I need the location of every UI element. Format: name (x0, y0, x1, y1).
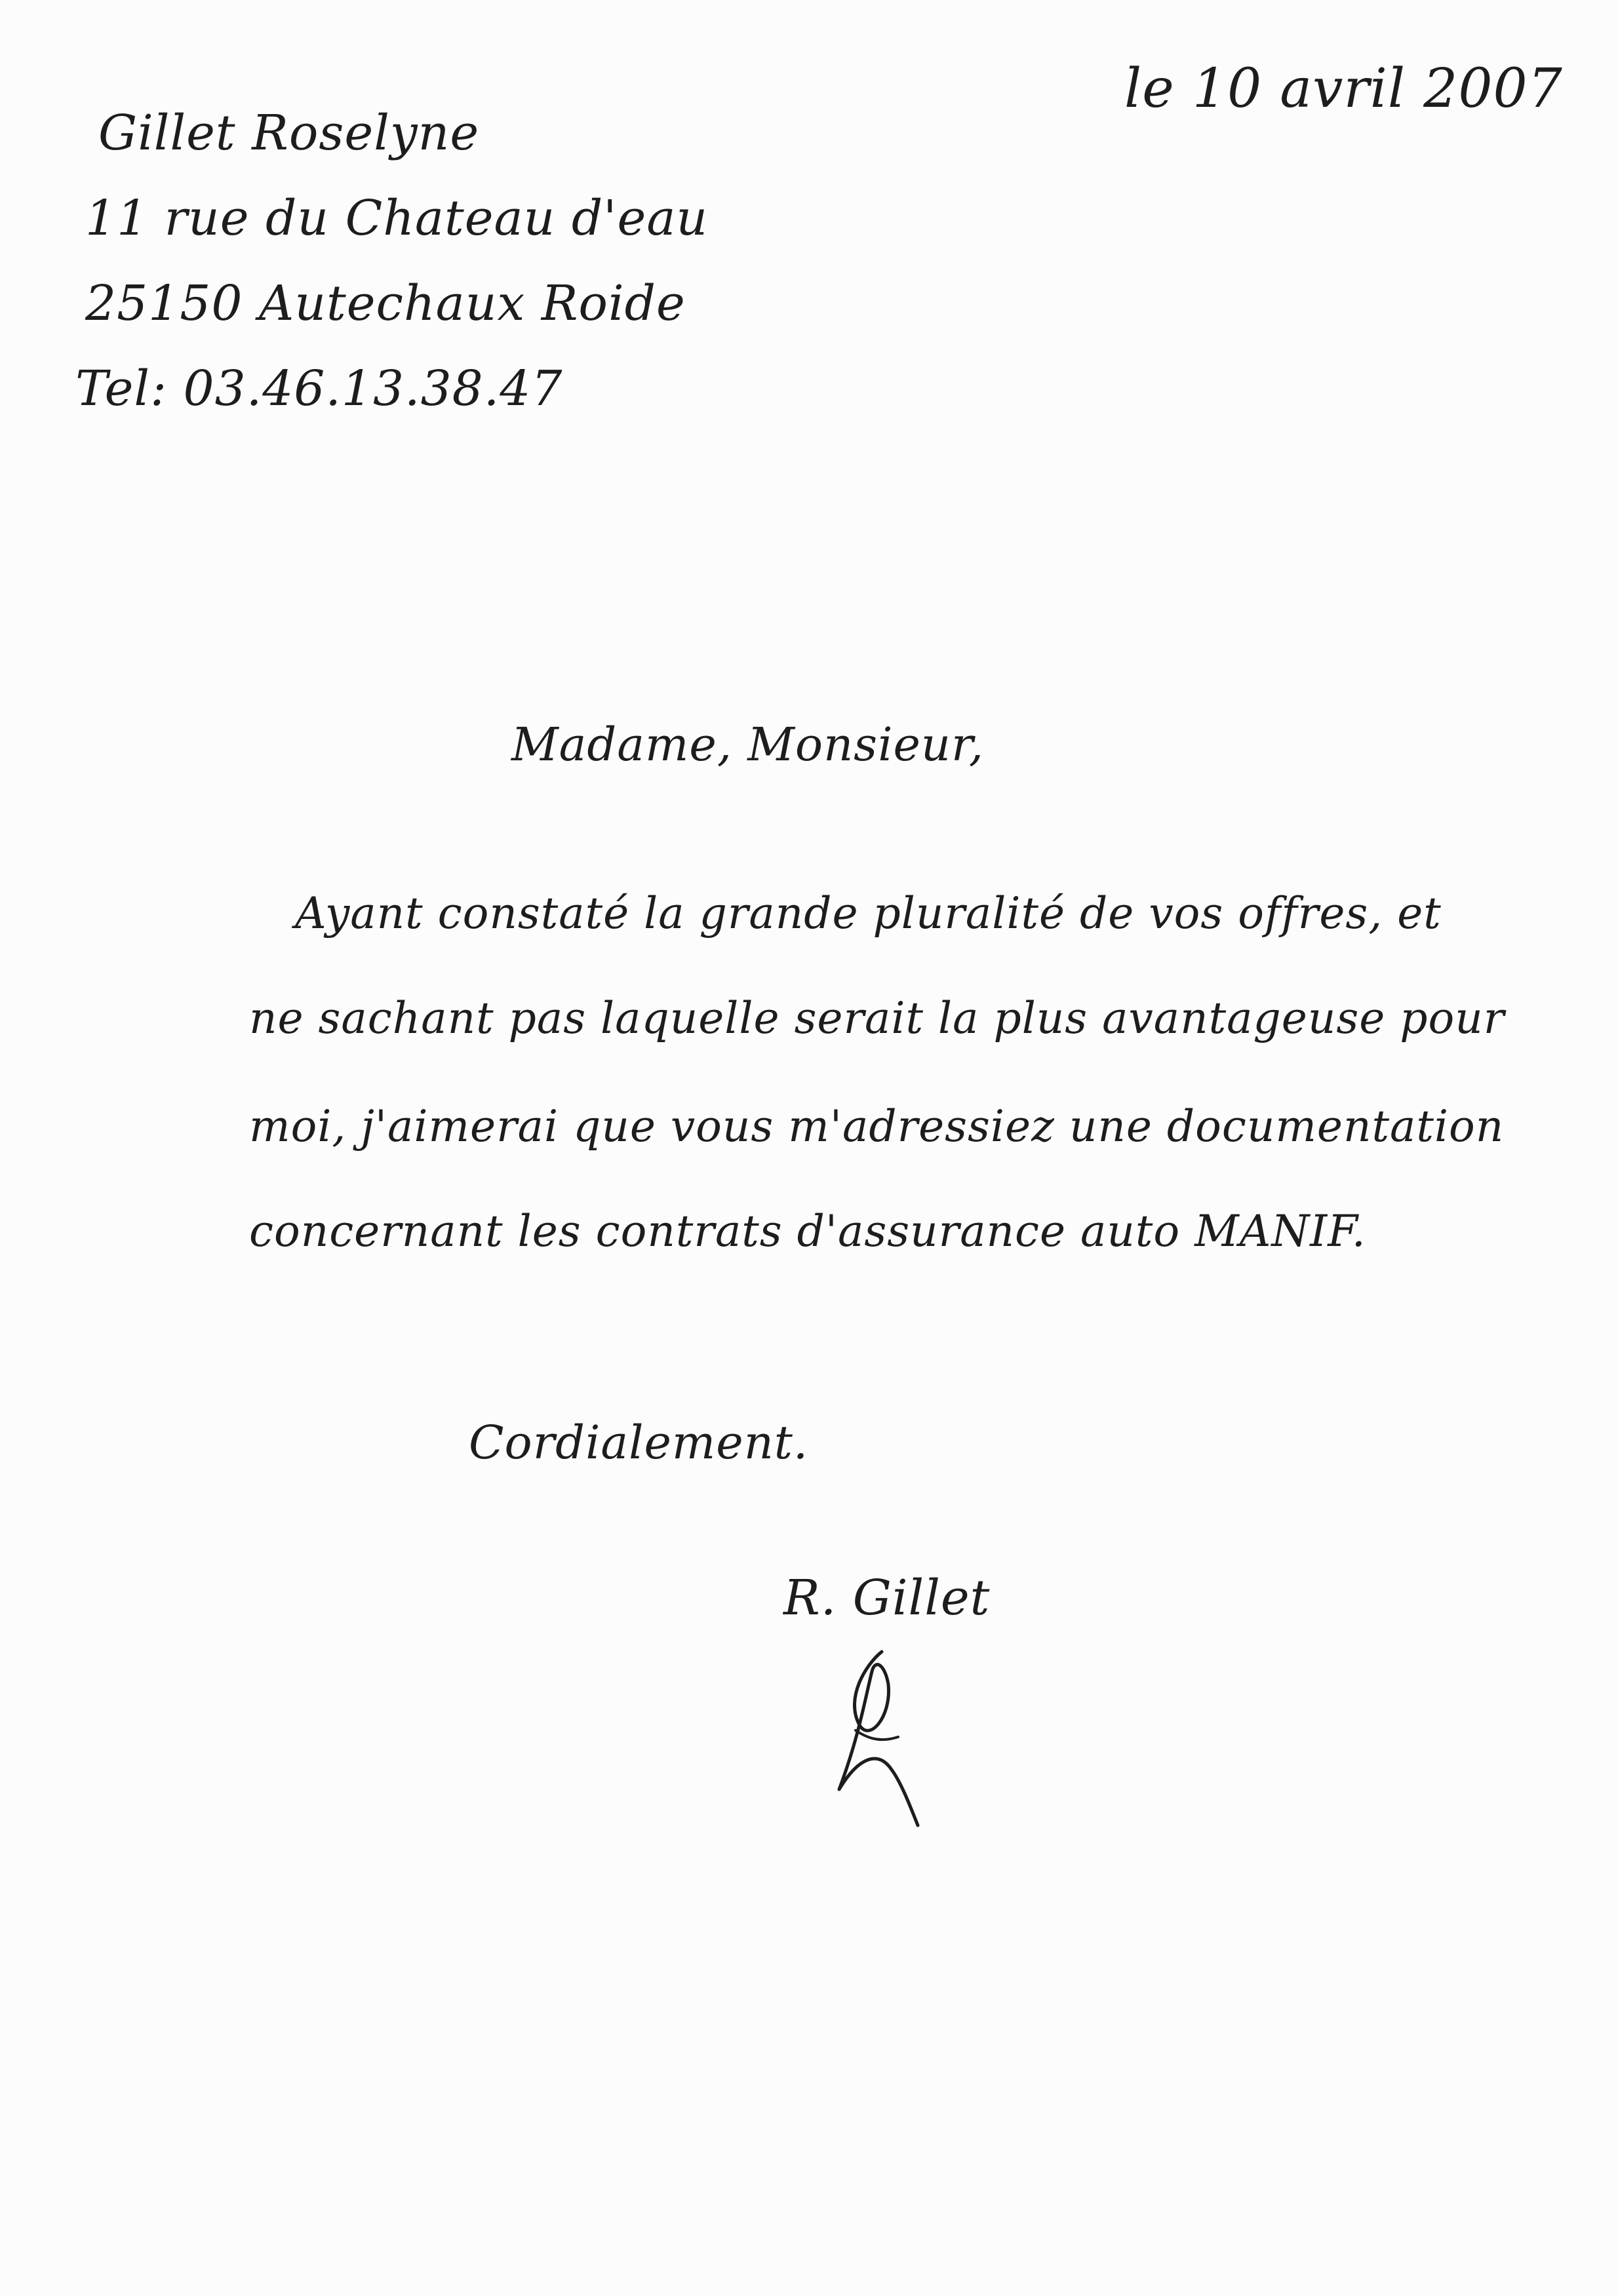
sender-phone: Tel: 03.46.13.38.47 (75, 360, 563, 417)
body-line: ne sachant pas laquelle serait la plus avantageuse pour (249, 993, 1505, 1043)
handwritten-signature-icon (819, 1639, 964, 1835)
body-line: moi, j'aimerai que vous m'adressiez une documentation (249, 1101, 1505, 1152)
sender-city: 25150 Autechaux Roide (85, 275, 686, 332)
sender-street: 11 rue du Chateau d'eau (85, 190, 709, 246)
body-line: concernant les contrats d'assurance auto MANIF. (249, 1206, 1366, 1256)
salutation: Madame, Monsieur, (511, 718, 984, 771)
sender-name: Gillet Roselyne (98, 105, 480, 161)
body-line: Ayant constaté la grande pluralité de vos offres, et (295, 888, 1442, 939)
closing: Cordialement. (469, 1416, 809, 1469)
letter-date: le 10 avril 2007 (1124, 58, 1563, 120)
signer-name: R. Gillet (783, 1570, 991, 1626)
